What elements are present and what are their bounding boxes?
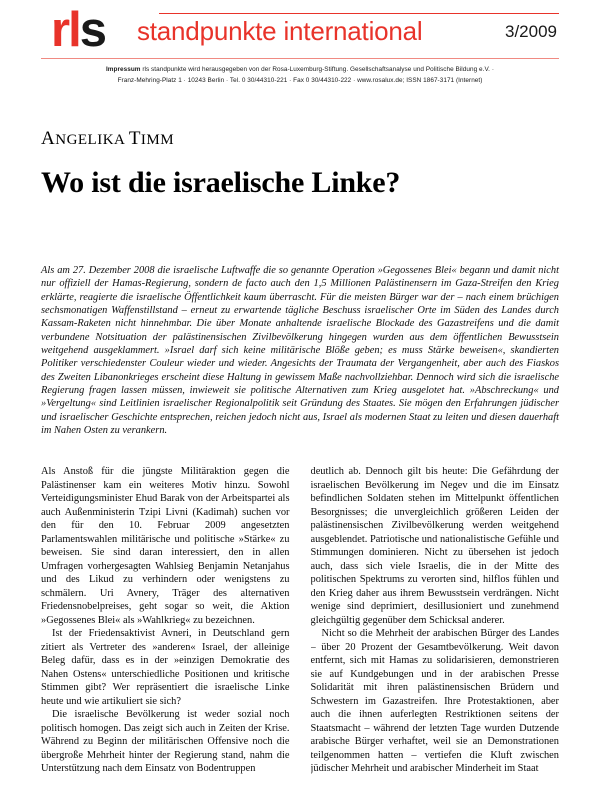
article-body: [41, 465, 559, 776]
impressum-line-2: Franz-Mehring-Platz 1 · 10243 Berlin · Tel. 0 30/44310-221 · Fax 0 30/44310-222 · www.rosalux.de; ISSN 1867-3171 (Internet): [117, 76, 483, 84]
logo-letter-s: s: [79, 2, 105, 57]
body-column-left: [41, 465, 290, 776]
impressum: [41, 59, 559, 86]
impressum-line-1: rls standpunkte wird herausgegeben von der Rosa-Luxemburg-Stiftung. Gesellschaftsanalyse und Politische Bildung e.V. ·: [140, 66, 495, 73]
series-title: standpunkte international: [136, 15, 423, 46]
article-abstract: Als am 27. Dezember 2008 die israelische Luftwaffe die so genannte Operation »Gegossenes Blei« begann und damit nicht nur offiziell der Hamas-Regierung, sondern de facto auch den 1,5 Millionen Palästinensern im Gaza-Streifen den Krieg erklärte, reagierte die israelische Öffentlichkeit kaum überrascht. Für die meisten Bürger war der – nach einem brüchigen sechsmonatigen Waffenstillstand – erneut zu erwartende tägliche Beschuss israelischer Orte im Süden des Landes durch Kassam-Raketen nicht hinnehmbar. Die über Monate anhaltende israelische Blockade des Gazastreifens und die damit verbundene Notsituation der palästinensischen Zivilbevölkerung hingegen wurden aus dem öffentlichen Bewusstsein weitgehend ausgeklammert. »Israel darf sich keine militärische Blöße geben; es muss Stärke beweisen«, skandierten Politiker verschiedenster Couleur wieder und wieder. Angesichts der Traumata der Vergangenheit, aber auch des Fiaskos des Zweiten Libanonkrieges erscheint diese Haltung in gewissem Maße nachvollziehbar. Dennoch wird sich die israelische Regierung fragen lassen müssen, inwieweit sie politische Alternativen zum Krieg ausgelotet hat. »Abschreckung« und »Vergeltung« sind Leitlinien israelischer Regionalpolitik seit Gründung des Staates. Sie mögen den Erfahrungen jüdischer und israelischer Geschichte entsprechen, reichen jedoch nicht aus, Israel als modernen Staat zu leiten und diesen dauerhaft im Nahen Osten zu verankern.: [41, 265, 559, 437]
paragraph: Nicht so die Mehrheit der arabischen Bürger des Landes – über 20 Prozent der Gesamtbevölkerung. Weit davon entfernt, sich mit Hamas zu solidarisieren, demonstrieren sie auf Kundgebungen und in der arabischen Presse Solidarität mit ihren palästinensischen Brüdern und Schwestern im Gazastreifen. Ihre Protestaktionen, aber auch die ihnen auferlegten Restriktionen seitens der Staatsmacht – während der letzten Tage wurden Dutzende arabische Bürger verhaftet, weil sie an Demonstrationen teilgenommen hatten – vertiefen die Kluft zwischen jüdischer Mehrheit und arabischer Minderheit im Staat: [310, 628, 559, 775]
impressum-label: Impressum: [105, 66, 141, 73]
paragraph: Ist der Friedensaktivist Avneri, in Deutschland gern zitiert als Vertreter des »anderen« Israel, der alleinige Beleg dafür, dass es in der »einzigen Demokratie des Nahen Ostens« unterschiedliche Positionen und kritische Stimmen gibt? Wer repräsentiert die israelische Linke heute und wie artikuliert sie sich?: [41, 628, 290, 707]
issue-number: 3/2009: [505, 22, 557, 41]
page-title: Wo ist die israelische Linke?: [41, 166, 401, 199]
logo-letter-l: l: [68, 2, 80, 57]
body-column-right: [311, 465, 560, 776]
article-title-block: [41, 86, 559, 200]
paragraph: Als Anstoß für die jüngste Militäraktion gegen die Palästinenser kam ein weiteres Motiv hinzu. Sowohl Verteidigungsminister Ehud Barak von der Arbeitspartei als auch Außenministerin Tzipi Livni (Kadimah) suchen vor den für den 10. Februar 2009 angesetzten Parlamentswahlen militärische und politische »Stärke« zu beweisen. Sie sind daran interessiert, den in allen Umfragen vorhergesagten Wahlsieg Benjamin Netanjahus und des Likud zu verhindern oder wenigstens zu schmälern. Uri Avnery, Träger des alternativen Friedensnobelpreises, geht sogar so weit, die Aktion »Gegossenes Blei« als »Wahlkrieg« zu bezeichnen.: [41, 466, 290, 626]
paragraph: deutlich ab. Dennoch gilt bis heute: Die Gefährdung der israelischen Bevölkerung im Negev und die im Einsatz befindlichen Soldaten stehen im Mittelpunkt öffentlichen Besorgnisses; die unvergleichlich größeren Leiden der palästinensischen Zivilbevölkerung werden weitgehend ausgeblendet. Patriotische und nationalistische Gefühle und Stimmungen dominieren. Nicht zu übersehen ist jedoch auch, dass sich viele Israelis, die in der Mitte des politischen Spektrums zu verorten sind, hilflos fühlen und den Krieg daher aus ihrem Bewusstsein verdrängen. Nicht wenige sind deprimiert, desillusioniert und zunehmend gleichgültig gegenüber dem Schicksal anderer.: [310, 466, 559, 626]
article-author: ANGELIKA TIMM: [41, 128, 175, 149]
rls-logo: [51, 2, 105, 57]
paragraph: Die israelische Bevölkerung ist weder sozial noch politisch homogen. Das zeigt sich auch in Zeiten der Krise. Während zu Beginn der militärischen Offensive noch die übergroße Mehrheit hinter der Regierung stand, nahm die Unterstützung nach dem Einsatz von Bodentruppen: [41, 709, 290, 775]
masthead-top-rule: [159, 13, 559, 14]
logo-letter-r: r: [51, 2, 69, 57]
masthead: [41, 0, 559, 58]
